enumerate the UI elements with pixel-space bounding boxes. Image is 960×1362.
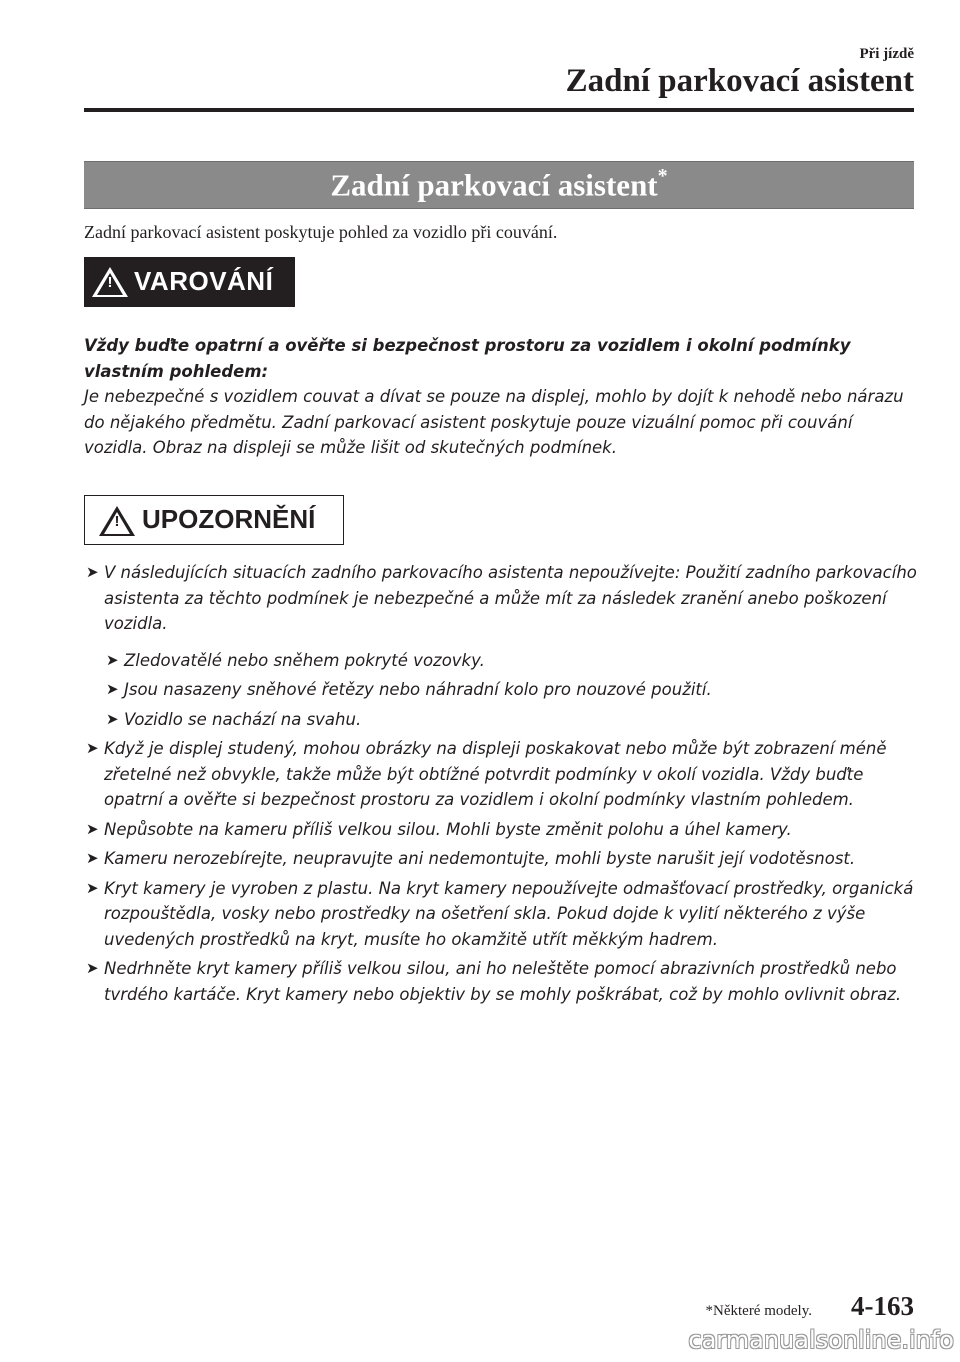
warning-text: [84, 333, 914, 461]
sub-list-item: ➤ Zledovatělé nebo sněhem pokryté vozovky.: [84, 648, 924, 674]
caution-badge: [84, 495, 344, 545]
page-header-title: Zadní parkovací asistent: [565, 63, 914, 99]
page-number: 4-163: [851, 1291, 914, 1321]
footnote: *Některé modely.: [705, 1303, 812, 1319]
list-item: ➤ Kryt kamery je vyroben z plastu. Na kryt kamery nepoužívejte odmašťovací prostředky, organická rozpouštědla, vosky nebo prostředky na ošetření skla. Pokud dojde k vylití některého z výše uvedených prostředků na kryt, musíte ho okamžitě utřít měkkým hadrem.: [84, 876, 924, 953]
exclamation-icon: !: [114, 513, 120, 530]
chapter-label: Při jízdě: [859, 46, 914, 62]
warning-label: VAROVÁNÍ: [134, 266, 274, 296]
list-item: ➤ Nedrhněte kryt kamery příliš velkou silou, ani ho neleštěte pomocí abrazivních prostředků nebo tvrdého kartáče. Kryt kamery nebo objektiv by se mohly poškrábat, což by mohlo ovlivnit obraz.: [84, 956, 924, 1007]
arrowhead-bullet-icon: ➤: [86, 849, 99, 867]
intro-text: Zadní parkovací asistent poskytuje pohled za vozidlo při couvání.: [84, 222, 558, 242]
sub-list-item: ➤ Jsou nasazeny sněhové řetězy nebo náhradní kolo pro nouzové použití.: [84, 677, 924, 703]
arrowhead-bullet-icon: ➤: [86, 819, 99, 838]
section-title: Zadní parkovací asistent*: [330, 164, 668, 203]
warning-badge: [84, 257, 295, 307]
header-divider: [84, 108, 914, 112]
warning-body: Je nebezpečné s vozidlem couvat a dívat se pouze na displej, mohlo by dojít k nehodě nebo nárazu do nějakého předmětu. Zadní parkovací asistent poskytuje pouze vizuální pomoc při couvání vozidla. Obraz na displeji se může lišit od skutečných podmínek.: [84, 387, 904, 457]
exclamation-icon: !: [107, 274, 113, 291]
section-banner: [84, 161, 914, 209]
warning-heading: Vždy buďte opatrní a ověřte si bezpečnost prostoru za vozidlem i okolní podmínky vlastním pohledem:: [84, 336, 851, 381]
sub-list-item: ➤ Vozidlo se nachází na svahu.: [84, 707, 924, 733]
list-item: ➤ Nepůsobte na kameru příliš velkou silou. Mohli byste změnit polohu a úhel kamery.: [84, 817, 924, 843]
arrowhead-bullet-icon: ➤: [106, 680, 119, 698]
caution-label: UPOZORNĚNÍ: [142, 504, 316, 534]
arrowhead-bullet-icon: ➤: [106, 709, 119, 728]
watermark: carmanualsonline.info: [688, 1326, 954, 1354]
arrowhead-bullet-icon: ➤: [86, 959, 99, 977]
asterisk-marker: *: [657, 164, 668, 187]
arrowhead-bullet-icon: ➤: [106, 650, 119, 669]
arrowhead-bullet-icon: ➤: [86, 878, 99, 897]
list-item: ➤ Kameru nerozebírejte, neupravujte ani nedemontujte, mohli byste narušit její vodotěsnost.: [84, 846, 924, 872]
list-item: ➤ Když je displej studený, mohou obrázky na displeji poskakovat nebo může být zobrazení méně zřetelné než obvykle, takže může být obtížné potvrdit podmínky v okolí vozidla. Vždy buďte opatrní a ověřte si bezpečnost prostoru za vozidlem i okolní podmínky vlastním pohledem.: [84, 736, 924, 813]
arrowhead-bullet-icon: ➤: [86, 563, 99, 581]
caution-list: [84, 560, 924, 1007]
list-item: ➤ V následujících situacích zadního parkovacího asistenta nepoužívejte: Použití zadního parkovacího asistenta za těchto podmínek je nebezpečné a může mít za následek zranění anebo poškození vozidla.: [84, 560, 924, 637]
arrowhead-bullet-icon: ➤: [86, 739, 99, 757]
